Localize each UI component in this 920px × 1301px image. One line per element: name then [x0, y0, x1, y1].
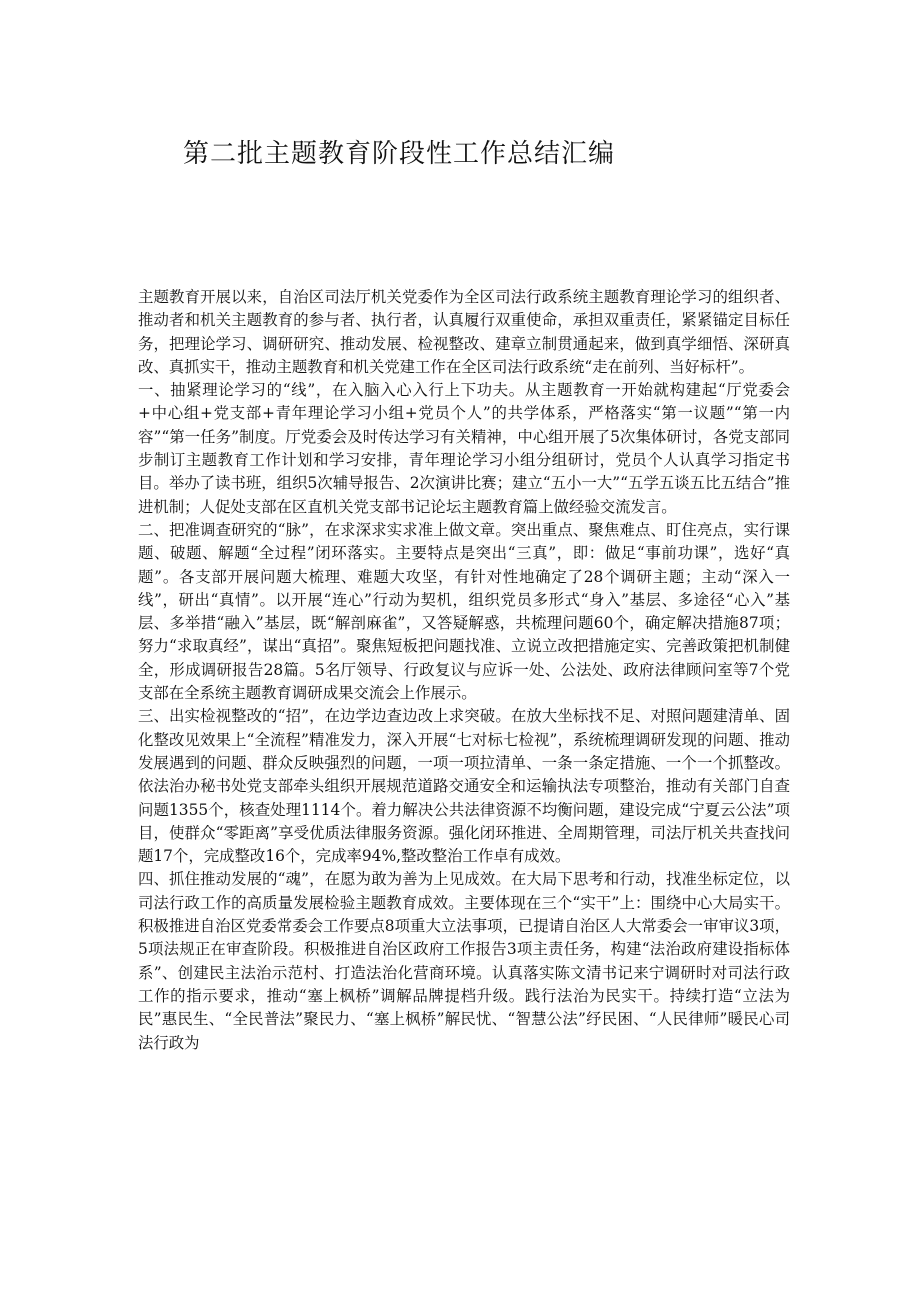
document-title: 第二批主题教育阶段性工作总结汇编: [183, 139, 616, 169]
document-body: [138, 286, 790, 1055]
section-four-paragraph: 四、抓住推动发展的“魂”，在愿为敢为善为上见成效。在大局下思考和行动，找准坐标定位，以司法行政工作的高质量发展检验主题教育成效。主要体现在三个“实干”上：围绕中心大局实干。积极推进自治区党委常委会工作要点8项重大立法事项，已提请自治区人大常委会一审审议3项，5项法规正在审查阶段。积极推进自治区政府工作报告3项主责任务，构建“法治政府建设指标体系”、创建民主法治示范村、打造法治化营商环境。认真落实陈文清书记来宁调研时对司法行政工作的指示要求，推动“塞上枫桥”调解品牌提档升级。践行法治为民实干。持续打造“立法为民”惠民生、“全民普法”聚民力、“塞上枫桥”解民忧、“智慧公法”纾民困、“人民律师”暖民心司法行政为: [138, 870, 790, 1052]
section-two-paragraph: 二、把准调查研究的“脉”，在求深求实求准上做文章。突出重点、聚焦难点、盯住亮点，实行课题、破题、解题“全过程”闭环落实。主要特点是突出“三真”，即：做足“事前功课”，选好“真题”。各支部开展问题大梳理、难题大攻坚，有针对性地确定了28个调研主题；主动“深入一线”，研出“真情”。以开展“连心”行动为契机，组织党员多形式“身入”基层、多途径“心入”基层、多举措“融入”基层，既“解剖麻雀”，又答疑解惑，共梳理问题60个，确定解决措施87项；努力“求取真经”，谋出“真招”。聚焦短板把问题找准、立说立改把措施定实、完善政策把机制健全，形成调研报告28篇。5名厅领导、行政复议与应诉一处、公法处、政府法律顾问室等7个党支部在全系统主题教育调研成果交流会上作展示。: [138, 520, 790, 703]
section-three-paragraph: 三、出实检视整改的“招”，在边学边查边改上求突破。在放大坐标找不足、对照问题建清单、固化整改见效果上“全流程”精准发力，深入开展“七对标七检视”，系统梳理调研发现的问题、推动发展遇到的问题、群众反映强烈的问题，一项一项拉清单、一条一条定措施、一个一个抓整改。依法治办秘书处党支部牵头组织开展规范道路交通安全和运输执法专项整治，推动有关部门自查问题1355个，核查处理1114个。着力解决公共法律资源不均衡问题，建设完成“宁夏云公法”项目，使群众“零距离”享受优质法律服务资源。强化闭环推进、全周期管理，司法厅机关共查找问题17个，完成整改16个，完成率94%,整改整治工作卓有成效。: [138, 707, 790, 866]
intro-paragraph: 主题教育开展以来，自治区司法厅机关党委作为全区司法行政系统主题教育理论学习的组织者、推动者和机关主题教育的参与者、执行者，认真履行双重使命，承担双重责任，紧紧锚定目标任务，把理论学习、调研研究、推动发展、检视整改、建章立制贯通起来，做到真学细悟、深研真改、真抓实干，推动主题教育和机关党建工作在全区司法行政系统“走在前列、当好标杆”。: [138, 288, 790, 376]
section-one-paragraph: 一、抽紧理论学习的“线”，在入脑入心入行上下功夫。从主题教育一开始就构建起“厅党委会+中心组+党支部+青年理论学习小组+党员个人”的共学体系，严格落实“第一议题”“第一内容”“第一任务”制度。厅党委会及时传达学习有关精神，中心组开展了5次集体研讨，各党支部同步制订主题教育工作计划和学习安排，青年理论学习小组分组研讨，党员个人认真学习指定书目。举办了读书班，组织5次辅导报告、2次演讲比赛；建立“五小一大”“五学五谈五比五结合”推进机制；人促处支部在区直机关党支部书记论坛主题教育篇上做经验交流发言。: [138, 381, 790, 516]
